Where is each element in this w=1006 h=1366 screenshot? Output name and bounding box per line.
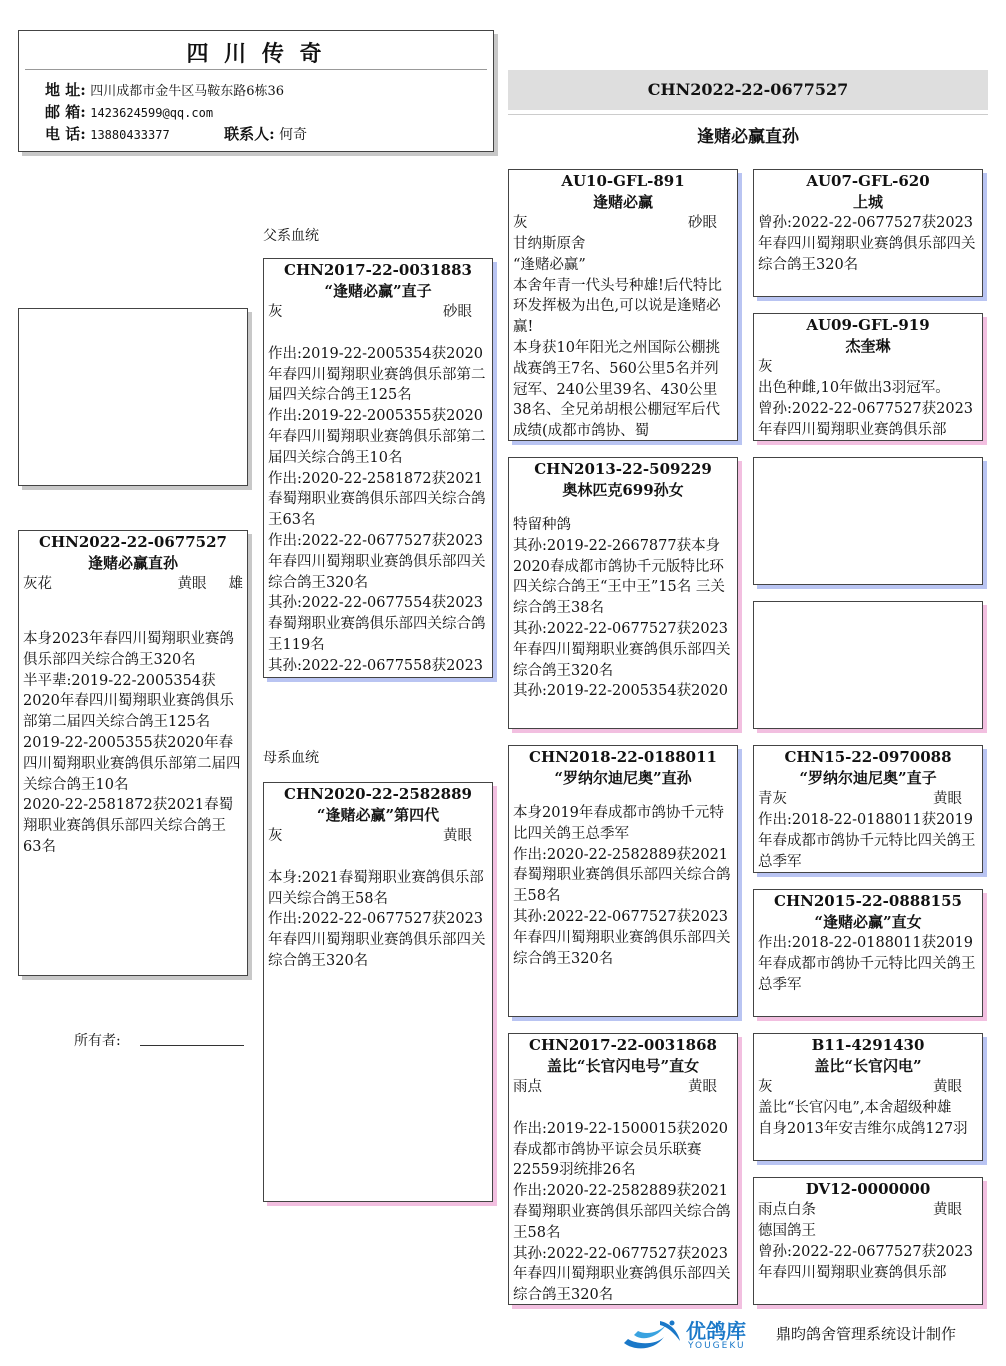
- ggp-dss-name: “罗纳尔迪尼奥”直子: [799, 769, 937, 787]
- dam-ring: CHN2020-22-2582889: [284, 785, 472, 803]
- maternal-grandsire-desc: 本身2019年春成都市鸽协千元特比四关鸽王总季军 作出:2020-22-2582889获2021春蜀翔职业赛鸽俱乐部四关综合鸽王58名 其孙:2022-22-0677527获2023年春四川蜀翔职业赛鸽俱乐部四关综合鸽王320名: [513, 805, 731, 967]
- sire-desc: 作出:2019-22-2005354获2020年春四川蜀翔职业赛鸽俱乐部第二届四关综合鸽王125名 作出:2019-22-2005355获2020年春四川蜀翔职业赛鸽俱乐部第二届四关综合鸽王10名 作出:2020-22-2581872获2021春蜀翔职业赛鸽俱乐部四关综合鸽王63名 作出:2022-22-0677527获2023年春四川蜀翔职业赛鸽俱乐部四关综合鸽王320名 其孙:2022-22-0677554获2023春蜀翔职业赛鸽俱乐部四关综合鸽王119名 其孙:2022-22-0677558获2023: [268, 345, 486, 674]
- paternal-grandsire-desc: 甘纳斯原舍 “逢赌必赢” 本舍年青一代头号种雄!后代特比环发挥极为出色,可以说是逢赌必赢! 本身获10年阳光之州国际公棚挑战赛鸽王7名、560公里5名并列冠军、240公里39名、430公里38名、全兄弟胡根公棚冠军后代成绩(成都市鸽协、蜀: [513, 236, 722, 440]
- ggp-dss-ring: CHN15-22-0970088: [784, 748, 952, 766]
- sire-ring: CHN2017-22-0031883: [284, 261, 472, 279]
- sire-name: “逢赌必赢”直子: [324, 282, 432, 300]
- ggp-dds-eye: 黄眼: [933, 1079, 962, 1095]
- ggp-ssd-color: 灰: [758, 359, 773, 375]
- yougeku-logo-icon: [620, 1315, 684, 1355]
- paternal-granddam-desc: 特留种鸽 其孙:2019-22-2667877获本身2020春成都市鸽协千元版特比环四关综合鸽王“王中王”15名 三关综合鸽王38名 其孙:2022-22-0677527获2023年春四川蜀翔职业赛鸽俱乐部四关综合鸽王320名 其孙:2019-22-2005354获2020: [513, 517, 731, 700]
- owner-label-text: 所有者:: [74, 1033, 121, 1049]
- subject-sex: 雄: [228, 576, 243, 592]
- brand-english: YOUGEKU: [688, 1341, 746, 1351]
- ggp-ddd-eye: 黄眼: [933, 1202, 962, 1218]
- dam-card: [263, 782, 493, 1202]
- phone-value: 13880433377: [90, 128, 170, 142]
- brand-name: 优鸽库: [686, 1319, 746, 1343]
- paternal-granddam-card: [508, 457, 738, 729]
- footer: [620, 1313, 1000, 1357]
- ggp-ssd-name: 杰奎琳: [845, 337, 891, 355]
- loft-title: 四 川 传 奇: [186, 41, 326, 67]
- ggp-dsd-ring: CHN2015-22-0888155: [774, 892, 962, 910]
- subject-ring-banner: CHN2022-22-0677527: [508, 70, 988, 110]
- subject-card: [18, 530, 248, 976]
- owner-line: [140, 1045, 244, 1046]
- ggp-dss-desc: 作出:2018-22-0188011获2019年春成都市鸽协千元特比四关鸽王总季军: [758, 812, 976, 870]
- dam-name: “逢赌必赢”第四代: [316, 806, 440, 824]
- maternal-grandsire-ring: CHN2018-22-0188011: [529, 748, 717, 766]
- paternal-grandsire-eye: 砂眼: [688, 215, 717, 231]
- subject-desc: 本身2023年春四川蜀翔职业赛鸽俱乐部四关综合鸽王320名 半平辈:2019-22-2005354获2020年春四川蜀翔职业赛鸽俱乐部第二届四关综合鸽王125名 2019-22-2005355获2020年春四川蜀翔职业赛鸽俱乐部第二届四关综合鸽王10名 2020-22-2581872获2021春蜀翔职业赛鸽俱乐部四关综合鸽王63名: [23, 631, 241, 855]
- paternal-granddam-name: 奥林匹克699孙女: [562, 481, 684, 499]
- ggp-dds-name: 盖比“长官闪电”: [814, 1057, 922, 1075]
- sire-eye: 砂眼: [443, 304, 472, 320]
- subject-color: 灰花: [23, 576, 52, 592]
- ggp-dds-card: [753, 1033, 983, 1161]
- maternal-granddam-eye: 黄眼: [688, 1079, 717, 1095]
- father-line-label: 父系血统: [263, 228, 319, 244]
- ggp-sss-ring: AU07-GFL-620: [806, 172, 930, 190]
- banner-underline: [508, 114, 988, 115]
- paternal-grandsire-card: [508, 169, 738, 441]
- ggp-sdd-card: [753, 601, 983, 729]
- ggp-dsd-card: [753, 889, 983, 1017]
- ggp-dsd-desc: 作出:2018-22-0188011获2019年春成都市鸽协千元特比四关鸽王总季军: [758, 935, 976, 993]
- ggp-ssd-desc: 出色种雌,10年做出3羽冠军。 曾孙:2022-22-0677527获2023年春四川蜀翔职业赛鸽俱乐部: [758, 380, 974, 438]
- owner-label: [74, 1030, 121, 1050]
- ggp-ddd-color: 雨点白条: [758, 1202, 816, 1218]
- subject-name: 逢赌必赢直孙: [87, 554, 178, 572]
- dam-eye: 黄眼: [443, 828, 472, 844]
- dam-color: 灰: [268, 828, 283, 844]
- paternal-grandsire-name: 逢赌必赢: [592, 193, 653, 211]
- credit-text: 鼎昀鸽舍管理系统设计制作: [776, 1325, 957, 1343]
- maternal-granddam-desc: 作出:2019-22-1500015获2020春成都市鸽协平谅会员乐联赛22559羽统排26名 作出:2020-22-2582889获2021春蜀翔职业赛鸽俱乐部四关综合鸽王58名 其孙:2022-22-0677527获2023年春四川蜀翔职业赛鸽俱乐部四关综合鸽王320名: [513, 1120, 731, 1304]
- pigeon-photo-frame: [18, 308, 248, 486]
- paternal-grandsire-ring: AU10-GFL-891: [561, 172, 685, 190]
- maternal-granddam-ring: CHN2017-22-0031868: [529, 1036, 717, 1054]
- mother-line-label: 母系血统: [263, 750, 319, 766]
- email-label: 邮 箱:: [45, 103, 86, 121]
- paternal-granddam-ring: CHN2013-22-509229: [534, 460, 712, 478]
- ggp-dds-desc: 盖比“长官闪电”,本舍超级种雄 自身2013年安吉维尔成鸽127羽: [758, 1100, 968, 1137]
- subject-ring: CHN2022-22-0677527: [39, 533, 227, 551]
- maternal-granddam-card: [508, 1033, 738, 1305]
- contact-label: 联系人:: [224, 125, 275, 143]
- maternal-grandsire-name: “罗纳尔迪尼奥”直孙: [554, 769, 692, 787]
- email-value: 1423624599@qq.com: [90, 106, 214, 120]
- ggp-sss-desc: 曾孙:2022-22-0677527获2023年春四川蜀翔职业赛鸽俱乐部四关综合鸽王320名: [758, 215, 976, 273]
- maternal-grandsire-card: [508, 745, 738, 1017]
- contact-value: 何奇: [279, 127, 308, 143]
- address-label: 地 址:: [45, 81, 86, 99]
- ggp-ddd-ring: DV12-0000000: [805, 1180, 931, 1198]
- sire-card: [263, 258, 493, 678]
- email-row: [45, 102, 493, 124]
- ggp-dds-color: 灰: [758, 1079, 773, 1095]
- ggp-dss-card: [753, 745, 983, 873]
- ggp-sss-name: 上城: [852, 193, 883, 211]
- phone-label: 电 话:: [45, 125, 86, 143]
- ggp-dsd-name: “逢赌必赢”直女: [814, 913, 922, 931]
- sire-color: 灰: [268, 304, 283, 320]
- ggp-ssd-ring: AU09-GFL-919: [806, 316, 930, 334]
- ggp-dss-eye: 黄眼: [933, 791, 962, 807]
- ggp-ddd-card: [753, 1177, 983, 1305]
- ggp-dds-ring: B11-4291430: [811, 1036, 925, 1054]
- subject-eye: 黄眼: [177, 576, 207, 592]
- loft-header-card: [18, 30, 494, 152]
- dam-desc: 本身:2021春蜀翔职业赛鸽俱乐部四关综合鸽王58名 作出:2022-22-0677527获2023年春四川蜀翔职业赛鸽俱乐部四关综合鸽王320名: [268, 869, 486, 969]
- maternal-granddam-color: 雨点: [513, 1079, 542, 1095]
- address-value: 四川成都市金牛区马鞍东路6栋36: [90, 84, 285, 99]
- maternal-granddam-name: 盖比“长官闪电号”直女: [546, 1057, 700, 1075]
- ggp-ssd-card: [753, 313, 983, 441]
- address-row: [45, 80, 493, 102]
- phone-row: [45, 124, 493, 146]
- paternal-grandsire-color: 灰: [513, 215, 528, 231]
- ggp-ddd-desc: 德国鸽王 曾孙:2022-22-0677527获2023年春四川蜀翔职业赛鸽俱乐部: [758, 1223, 974, 1281]
- ggp-sds-card: [753, 457, 983, 585]
- ggp-sss-card: [753, 169, 983, 297]
- ggp-dss-color: 青灰: [758, 791, 787, 807]
- subject-name-banner: 逢赌必赢直孙: [697, 127, 799, 147]
